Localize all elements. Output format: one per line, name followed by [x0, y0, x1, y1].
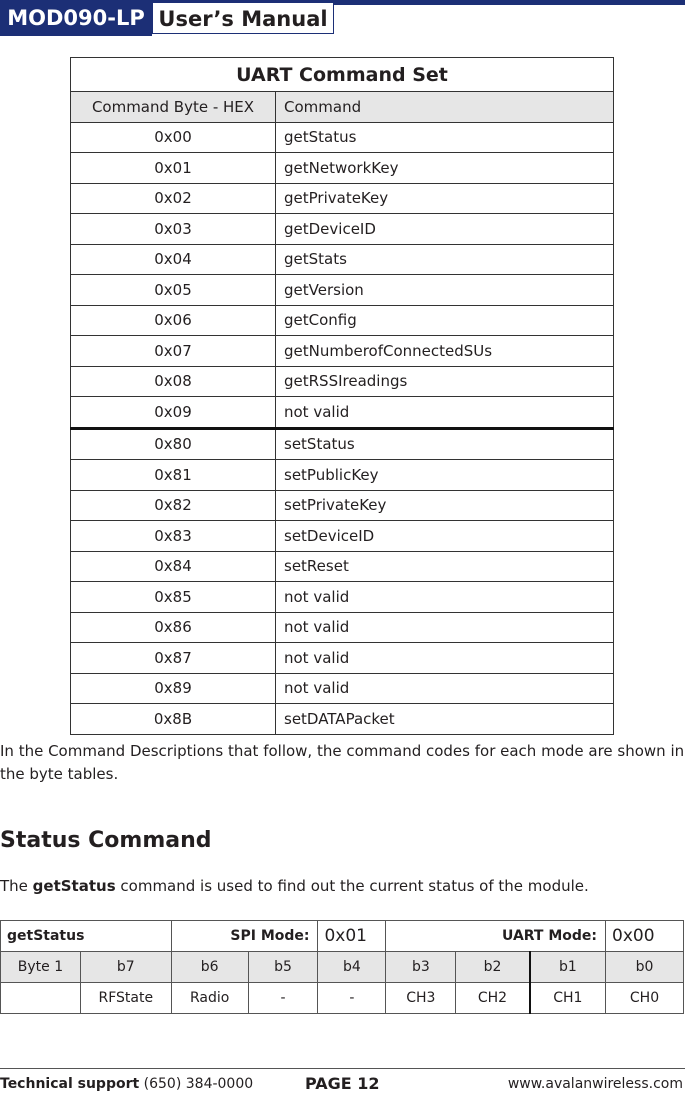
command-name-cell: setPrivateKey — [276, 490, 614, 521]
hex-code-cell: 0x85 — [71, 582, 276, 613]
command-name-cell: not valid — [276, 643, 614, 674]
uart-mode-value: 0x00 — [606, 921, 684, 952]
footer-support — [0, 1076, 253, 1092]
hex-code-cell: 0x82 — [71, 490, 276, 521]
byte-label: Byte 1 — [1, 952, 81, 983]
bit-header: b2 — [456, 952, 530, 983]
bit-header: b5 — [248, 952, 318, 983]
column-header-command: Command — [276, 92, 614, 123]
command-name-cell: not valid — [276, 673, 614, 704]
bit-field: CH1 — [530, 983, 606, 1014]
bit-field: CH2 — [456, 983, 530, 1014]
table-row — [71, 582, 614, 613]
intro-paragraph: In the Command Descriptions that follow, the command codes for each mode are shown in the byte tables. — [0, 742, 685, 783]
bit-field: - — [248, 983, 318, 1014]
table-row — [71, 521, 614, 552]
bit-field: Radio — [171, 983, 248, 1014]
hex-code-cell: 0x04 — [71, 244, 276, 275]
hex-code-cell: 0x81 — [71, 460, 276, 491]
section-heading: Status Command — [0, 828, 212, 853]
uart-mode-label: UART Mode: — [386, 921, 606, 952]
hex-code-cell: 0x02 — [71, 183, 276, 214]
command-name-cell: setPublicKey — [276, 460, 614, 491]
column-header-hex: Command Byte - HEX — [71, 92, 276, 123]
hex-code-cell: 0x00 — [71, 122, 276, 153]
command-name-cell: getStatus — [276, 122, 614, 153]
page-number: PAGE 12 — [305, 1074, 380, 1093]
command-name-cell: getRSSIreadings — [276, 366, 614, 397]
hex-code-cell: 0x01 — [71, 153, 276, 184]
table-row — [71, 244, 614, 275]
table-row — [71, 153, 614, 184]
bit-field: CH0 — [606, 983, 684, 1014]
command-name-cell: setStatus — [276, 428, 614, 460]
bit-field: CH3 — [386, 983, 456, 1014]
table-row — [71, 612, 614, 643]
byte-table — [0, 920, 684, 1014]
command-name-cell: setDATAPacket — [276, 704, 614, 735]
uart-command-rows — [71, 122, 614, 734]
hex-code-cell: 0x07 — [71, 336, 276, 367]
command-name-cell: not valid — [276, 582, 614, 613]
command-name-cell: setDeviceID — [276, 521, 614, 552]
footer-divider — [0, 1068, 685, 1069]
table-row — [71, 122, 614, 153]
command-name-cell: getNetworkKey — [276, 153, 614, 184]
table-row — [71, 704, 614, 735]
bit-header: b6 — [171, 952, 248, 983]
hex-code-cell: 0x80 — [71, 428, 276, 460]
bit-header: b0 — [606, 952, 684, 983]
section-paragraph — [0, 875, 685, 898]
table-row — [71, 428, 614, 460]
command-name-cell: getConfig — [276, 305, 614, 336]
hex-code-cell: 0x87 — [71, 643, 276, 674]
hex-code-cell: 0x09 — [71, 397, 276, 429]
command-name-cell: getVersion — [276, 275, 614, 306]
hex-code-cell: 0x89 — [71, 673, 276, 704]
table-row — [71, 214, 614, 245]
hex-code-cell: 0x08 — [71, 366, 276, 397]
table-row — [71, 336, 614, 367]
command-name-cell: not valid — [276, 397, 614, 429]
bit-header: b4 — [318, 952, 386, 983]
table-row — [71, 397, 614, 429]
website-link[interactable]: www.avalanwireless.com — [507, 1076, 683, 1092]
table-row — [71, 183, 614, 214]
command-name-cell: setReset — [276, 551, 614, 582]
document-title-tag: User’s Manual — [152, 2, 334, 34]
table-row — [71, 643, 614, 674]
byte-table-name: getStatus — [1, 921, 172, 952]
bit-field: RFState — [80, 983, 171, 1014]
bit-header: b7 — [80, 952, 171, 983]
hex-code-cell: 0x8B — [71, 704, 276, 735]
section-text-after: command is used to find out the current status of the module. — [115, 877, 589, 895]
spi-mode-value: 0x01 — [318, 921, 386, 952]
hex-code-cell: 0x83 — [71, 521, 276, 552]
spi-mode-label: SPI Mode: — [171, 921, 318, 952]
table-row — [71, 673, 614, 704]
hex-code-cell: 0x06 — [71, 305, 276, 336]
hex-code-cell: 0x86 — [71, 612, 276, 643]
hex-code-cell: 0x05 — [71, 275, 276, 306]
command-name-cell: not valid — [276, 612, 614, 643]
support-phone: (650) 384-0000 — [143, 1076, 254, 1092]
command-name-cell: getDeviceID — [276, 214, 614, 245]
table-title: UART Command Set — [71, 58, 614, 92]
table-row — [71, 490, 614, 521]
command-name-cell: getPrivateKey — [276, 183, 614, 214]
hex-code-cell: 0x03 — [71, 214, 276, 245]
command-name-cell: getNumberofConnectedSUs — [276, 336, 614, 367]
table-row — [71, 460, 614, 491]
section-command-name: getStatus — [32, 877, 116, 895]
product-tag: MOD090-LP — [0, 0, 152, 36]
bit-field: - — [318, 983, 386, 1014]
command-name-cell: getStats — [276, 244, 614, 275]
table-row — [71, 305, 614, 336]
table-row — [71, 551, 614, 582]
table-row — [71, 275, 614, 306]
table-row — [71, 366, 614, 397]
empty-cell — [1, 983, 81, 1014]
bit-header: b1 — [530, 952, 606, 983]
hex-code-cell: 0x84 — [71, 551, 276, 582]
bit-header: b3 — [386, 952, 456, 983]
section-text-before: The — [0, 877, 33, 895]
uart-command-table — [70, 57, 614, 735]
support-label: Technical support — [0, 1076, 140, 1092]
